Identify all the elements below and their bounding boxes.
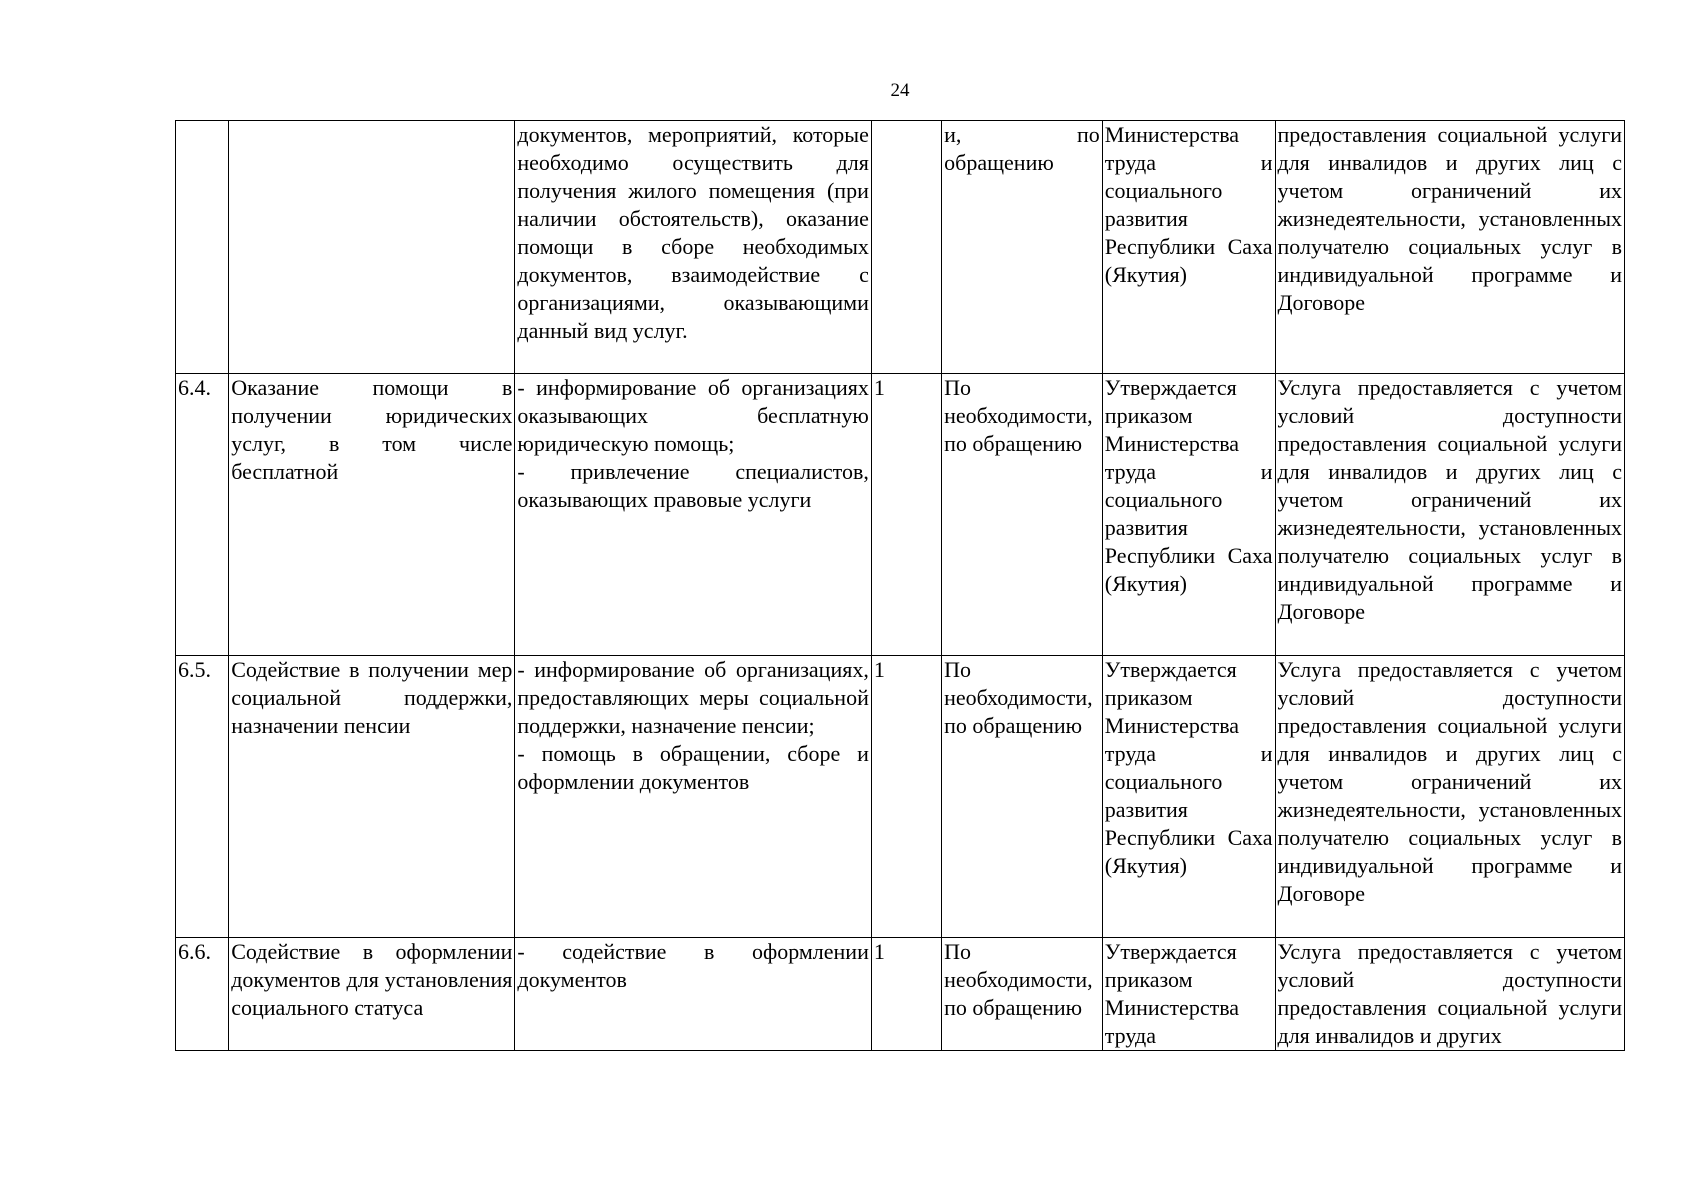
cell-number [176, 121, 229, 374]
cell-period: и, по обращению [942, 121, 1103, 374]
cell-volume: 1 [871, 938, 941, 1051]
services-table [175, 120, 1625, 1051]
cell-period: По необходимости, по обращению [942, 374, 1103, 656]
cell-tariff: Утверждается приказом Министерства труда [1102, 938, 1275, 1051]
content-paragraph: - привлечение специалистов, оказывающих правовые услуги [517, 459, 869, 512]
cell-service-name: Оказание помощи в получении юридических услуг, в том числе бесплатной [229, 374, 515, 656]
cell-service-name [229, 121, 515, 374]
cell-tariff: Утверждается приказом Министерства труда и социального развития Республики Саха (Якутия) [1102, 374, 1275, 656]
table-row [176, 656, 1625, 938]
content-paragraph: - информирование об организациях, предоставляющих меры социальной поддержки, назначение пенсии; [517, 657, 869, 738]
cell-volume [871, 121, 941, 374]
cell-service-content [515, 938, 871, 1051]
content-paragraph: - информирование об организациях оказывающих бесплатную юридическую помощь; [517, 375, 869, 456]
cell-conditions: Услуга предоставляется с учетом условий доступности предоставления социальной услуги для инвалидов и других лиц с учетом ограничений их жизнедеятельности, установленных получателю социальных услуг в индивидуальной программе и Договоре [1275, 656, 1625, 938]
content-paragraph: документов, мероприятий, которые необходимо осуществить для получения жилого помещения (при наличии обстоятельств), оказание помощи в сборе необходимых документов, взаимодействие с организациями, оказывающими данный вид услуг. [517, 122, 869, 343]
cell-volume: 1 [871, 374, 941, 656]
cell-number: 6.4. [176, 374, 229, 656]
table-row [176, 938, 1625, 1051]
cell-service-content [515, 121, 871, 374]
cell-service-name: Содействие в получении мер социальной поддержки, назначении пенсии [229, 656, 515, 938]
cell-number: 6.5. [176, 656, 229, 938]
cell-number: 6.6. [176, 938, 229, 1051]
table-row [176, 374, 1625, 656]
table-row [176, 121, 1625, 374]
cell-service-name: Содействие в оформлении документов для установления социального статуса [229, 938, 515, 1051]
cell-tariff: Утверждается приказом Министерства труда и социального развития Республики Саха (Якутия) [1102, 656, 1275, 938]
cell-period: По необходимости, по обращению [942, 656, 1103, 938]
content-paragraph: - помощь в обращении, сборе и оформлении документов [517, 741, 869, 794]
cell-conditions: Услуга предоставляется с учетом условий доступности предоставления социальной услуги для инвалидов и других [1275, 938, 1625, 1051]
cell-volume: 1 [871, 656, 941, 938]
cell-service-content [515, 656, 871, 938]
page-number: 24 [890, 80, 910, 101]
cell-tariff: Министерства труда и социального развития Республики Саха (Якутия) [1102, 121, 1275, 374]
cell-period: По необходимости, по обращению [942, 938, 1103, 1051]
cell-conditions: предоставления социальной услуги для инвалидов и других лиц с учетом ограничений их жизнедеятельности, установленных получателю социальных услуг в индивидуальной программе и Договоре [1275, 121, 1625, 374]
content-paragraph: - содействие в оформлении документов [517, 939, 869, 992]
cell-service-content [515, 374, 871, 656]
cell-conditions: Услуга предоставляется с учетом условий доступности предоставления социальной услуги для инвалидов и других лиц с учетом ограничений их жизнедеятельности, установленных получателю социальных услуг в индивидуальной программе и Договоре [1275, 374, 1625, 656]
